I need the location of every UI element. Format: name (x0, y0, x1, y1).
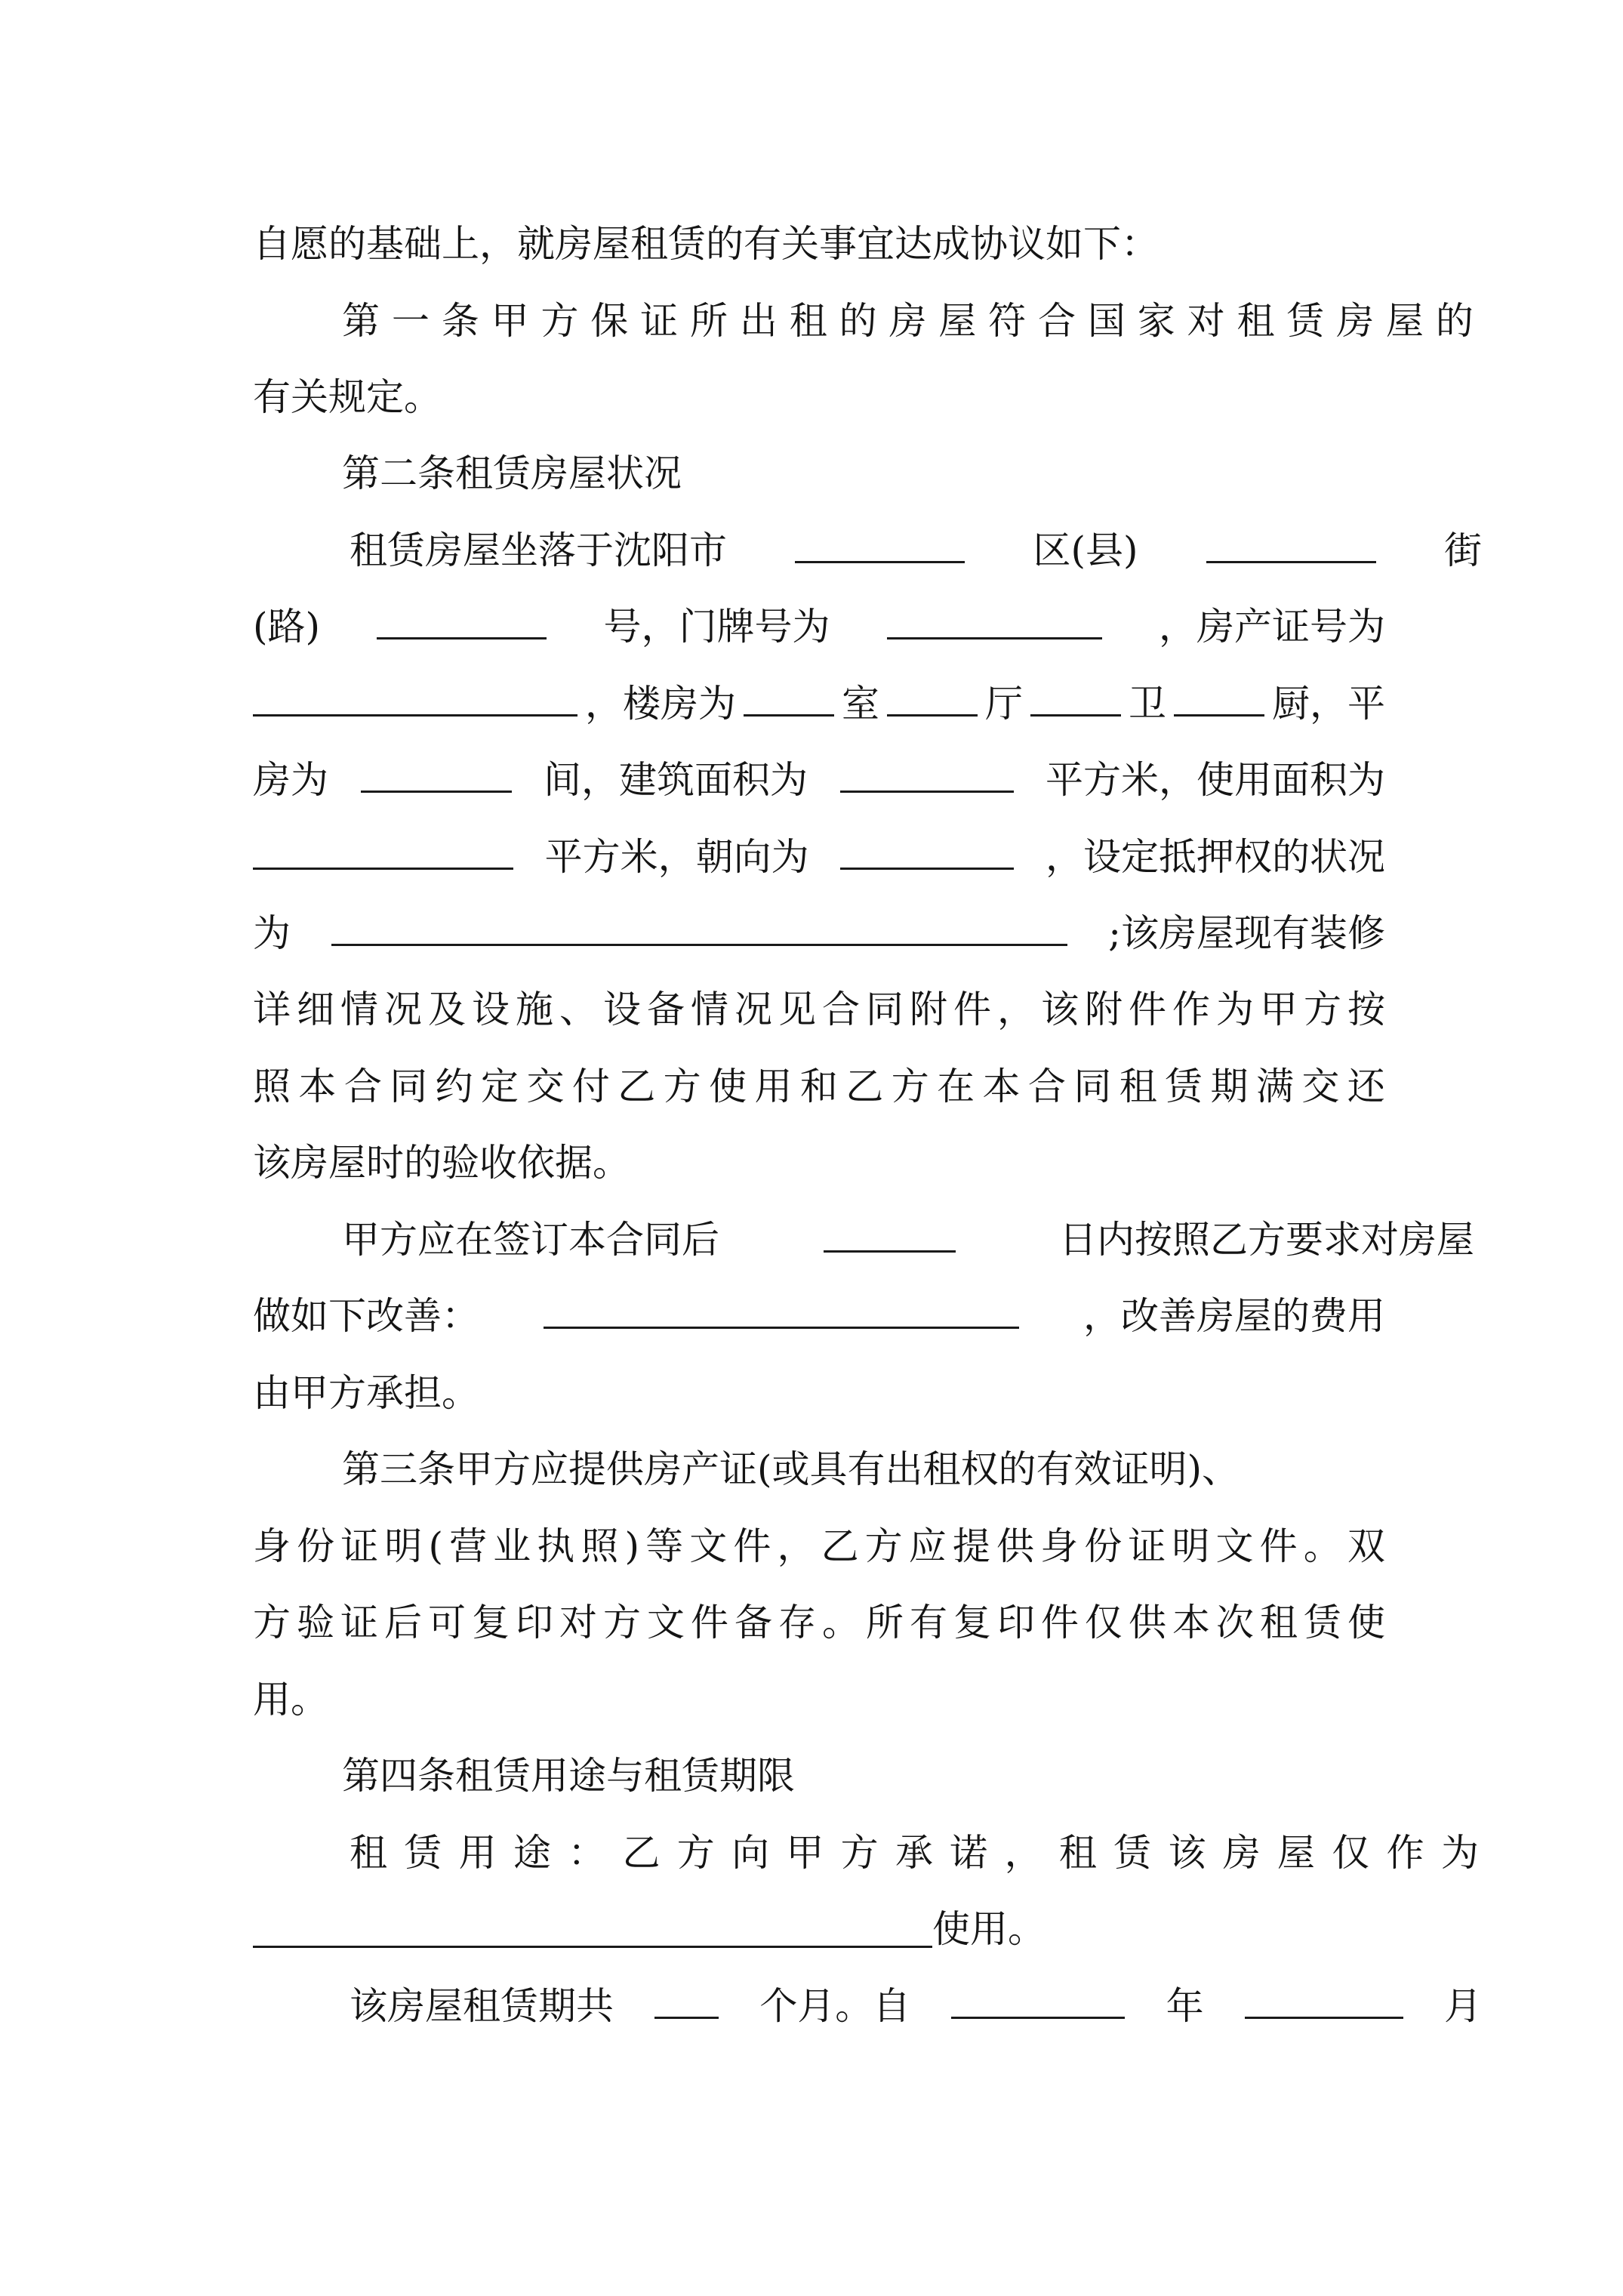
char: 甲 (786, 1831, 827, 1875)
char: 租 (789, 299, 828, 343)
char: 屋 (1277, 1831, 1319, 1875)
char: 赁 (1165, 1065, 1203, 1108)
line-text (253, 1049, 1385, 1124)
bathrooms-blank[interactable] (1030, 670, 1121, 717)
line-text: 做如下改善： (253, 1294, 479, 1338)
char: ， (1004, 1831, 1046, 1875)
char: 次 (1216, 1601, 1254, 1644)
char: 况 (384, 988, 422, 1031)
char: 及 (428, 988, 466, 1031)
char: 方 (603, 1601, 641, 1644)
char: 赁 (1113, 1831, 1155, 1875)
char: 向 (731, 1831, 773, 1875)
char: ， (997, 988, 1035, 1031)
char: ) (624, 1524, 640, 1568)
line-text: 为 (253, 911, 291, 955)
line-text: 日内按照乙方要求对房屋 (1059, 1218, 1474, 1262)
char: 约 (435, 1065, 473, 1108)
char: 本 (298, 1065, 337, 1108)
line-text: ，房产证号为 (1158, 605, 1385, 649)
mortgage-status-blank[interactable] (331, 900, 1067, 946)
line-text: 该房屋时的验收依据。 (253, 1141, 630, 1185)
orientation-blank[interactable] (840, 824, 1014, 870)
text-line (253, 1662, 1385, 1737)
line-text: 号，门牌号为 (603, 605, 830, 649)
char: 双 (1347, 1524, 1385, 1568)
text-line (253, 359, 1385, 435)
char: 仅 (1332, 1831, 1373, 1875)
rooms-blank[interactable] (744, 670, 834, 717)
number-line (253, 589, 1385, 664)
char: 对 (559, 1601, 597, 1644)
char: 执 (537, 1524, 575, 1568)
line-text: 区(县) (1033, 529, 1138, 572)
char: 满 (1255, 1065, 1294, 1108)
address-line (253, 513, 1482, 588)
char: 营 (449, 1524, 488, 1568)
char: 屋 (1386, 299, 1425, 343)
char: 明 (1172, 1524, 1210, 1568)
building-area-blank[interactable] (840, 747, 1014, 793)
line-text: 使用。 (932, 1907, 1046, 1951)
char: 家 (1137, 299, 1176, 343)
area-line (253, 742, 1385, 818)
char: 件 (953, 988, 991, 1031)
start-year-blank[interactable] (951, 1973, 1125, 2019)
text-line (253, 1585, 1385, 1660)
char: 交 (526, 1065, 565, 1108)
certificate-number-blank[interactable] (253, 670, 577, 717)
char: 合 (822, 988, 860, 1031)
line-text: 有关规定。 (253, 375, 442, 419)
char: 备 (647, 988, 685, 1031)
char: 途 (513, 1831, 554, 1875)
line-text: 平方米，使用面积为 (1046, 758, 1385, 802)
char: 付 (571, 1065, 610, 1108)
char: 该 (1041, 988, 1079, 1031)
line-text (350, 1815, 1482, 1891)
char: 房 (888, 299, 928, 343)
char: 。 (822, 1601, 860, 1644)
char: 供 (996, 1524, 1034, 1568)
char: 有 (910, 1601, 947, 1644)
article-2-heading (253, 436, 1474, 511)
char: 用 (754, 1065, 793, 1108)
char: 复 (472, 1601, 510, 1644)
line-text: 室 (842, 682, 879, 726)
char: 方 (540, 299, 580, 343)
text-line (253, 1509, 1385, 1584)
char: 、 (559, 988, 597, 1031)
char: 甲 (491, 299, 530, 343)
char: 赁 (1286, 299, 1326, 343)
line-text (253, 972, 1385, 1047)
char: 情 (691, 988, 728, 1031)
char: 件 (1041, 1601, 1079, 1644)
road-number-blank[interactable] (377, 593, 547, 639)
char: 使 (709, 1065, 747, 1108)
char: 方 (676, 1831, 718, 1875)
line-text: 用。 (253, 1678, 328, 1721)
char: 房 (1222, 1831, 1264, 1875)
char: 份 (297, 1524, 335, 1568)
bungalow-rooms-blank[interactable] (361, 747, 512, 793)
char: 应 (908, 1524, 947, 1568)
char: 为 (1216, 988, 1254, 1031)
char: 备 (735, 1601, 772, 1644)
char: 该 (1168, 1831, 1209, 1875)
char: 方 (253, 1601, 291, 1644)
char: 身 (253, 1524, 291, 1568)
char: 按 (1347, 988, 1385, 1031)
line-text: 卫 (1129, 682, 1166, 726)
line-text: 间，建筑面积为 (544, 758, 808, 802)
char: 存 (778, 1601, 816, 1644)
line-text (253, 1585, 1385, 1660)
char: 照 (581, 1524, 619, 1568)
char: 印 (516, 1601, 553, 1644)
char: 提 (952, 1524, 990, 1568)
char: 屋 (938, 299, 978, 343)
char: 条 (441, 299, 480, 343)
kitchens-blank[interactable] (1174, 670, 1264, 717)
room-layout-line (253, 666, 1385, 741)
char: 可 (428, 1601, 466, 1644)
char: 和 (799, 1065, 838, 1108)
char: 文 (1215, 1524, 1254, 1568)
char: 证 (340, 1601, 378, 1644)
orientation-line (253, 819, 1385, 895)
char: 方 (840, 1831, 882, 1875)
line-text: 个月。自 (759, 1984, 911, 2028)
char: 等 (645, 1524, 684, 1568)
char: 赁 (404, 1831, 445, 1875)
char: 交 (1301, 1065, 1340, 1108)
char: 复 (953, 1601, 991, 1644)
char: 房 (1336, 299, 1375, 343)
article-3-heading (253, 1432, 1474, 1507)
line-text: ;该房屋现有装修 (1108, 911, 1385, 955)
mortgage-line (253, 895, 1385, 971)
char: 作 (1172, 988, 1210, 1031)
char: 细 (297, 988, 334, 1031)
text-line (253, 1355, 1385, 1431)
text-line (253, 1049, 1385, 1124)
lease-term-line (253, 1968, 1482, 2044)
improvement-line (253, 1278, 1385, 1354)
char: 乙 (622, 1831, 664, 1875)
char: 合 (343, 1065, 382, 1108)
char: 文 (647, 1601, 685, 1644)
char: 同 (866, 988, 904, 1031)
line-text: 第四条租赁用途与租赁期限 (342, 1754, 795, 1798)
char: 验 (297, 1601, 334, 1644)
line-text: 平方米，朝向为 (544, 835, 809, 879)
usage-line (253, 1815, 1482, 1891)
char: 情 (340, 988, 378, 1031)
char: 使 (1347, 1601, 1385, 1644)
char: 所 (690, 299, 729, 343)
char: 照 (253, 1065, 291, 1108)
char: 所 (866, 1601, 904, 1644)
article-1-heading (253, 283, 1474, 359)
char: 对 (1187, 299, 1226, 343)
line-text: 厨，平 (1272, 682, 1385, 726)
char: 合 (1038, 299, 1077, 343)
char: 还 (1347, 1065, 1385, 1108)
char: 供 (1129, 1601, 1166, 1644)
line-text: ，楼房为 (585, 682, 736, 726)
char: 同 (390, 1065, 428, 1108)
char: 件 (1129, 988, 1166, 1031)
char: 施 (516, 988, 553, 1031)
district-blank[interactable] (795, 517, 965, 563)
char: 租 (1236, 299, 1276, 343)
char: 方 (864, 1524, 903, 1568)
char: 附 (1085, 988, 1123, 1031)
char: 见 (778, 988, 816, 1031)
char: 后 (384, 1601, 422, 1644)
char: 况 (735, 988, 772, 1031)
char: 国 (1087, 299, 1126, 343)
line-text: 该房屋租赁期共 (350, 1984, 614, 2028)
char: 身 (1040, 1524, 1079, 1568)
usage-blank-line (253, 1891, 1385, 1967)
char: 同 (1073, 1065, 1112, 1108)
char: 租 (1058, 1831, 1100, 1875)
char: 为 (1440, 1831, 1482, 1875)
char: 符 (988, 299, 1027, 343)
improvement-days-blank[interactable] (824, 1207, 956, 1253)
improvement-details-blank[interactable] (544, 1283, 1019, 1329)
line-text: 由甲方承担。 (253, 1371, 479, 1415)
char: 件 (733, 1524, 771, 1568)
char: 印 (997, 1601, 1035, 1644)
text-line (253, 972, 1385, 1047)
char: 保 (590, 299, 630, 343)
char: 的 (839, 299, 878, 343)
line-text: ，设定抵押权的状况 (1045, 835, 1385, 879)
char: 份 (1084, 1524, 1123, 1568)
char: 用 (458, 1831, 500, 1875)
line-text: ，改善房屋的费用 (1083, 1294, 1385, 1338)
char: 详 (253, 988, 291, 1031)
char: 租 (1260, 1601, 1298, 1644)
line-text: 年 (1166, 1984, 1204, 2028)
line-text: 租赁房屋坐落于沈阳市 (350, 529, 727, 572)
char: 仅 (1085, 1601, 1123, 1644)
char: 件 (1259, 1524, 1298, 1568)
char: 本 (1172, 1601, 1210, 1644)
line-text: 房为 (253, 758, 328, 802)
char: 作 (1386, 1831, 1427, 1875)
char: 乙 (821, 1524, 859, 1568)
char: 件 (691, 1601, 728, 1644)
char: 赁 (1304, 1601, 1341, 1644)
char: 。 (1303, 1524, 1341, 1568)
line-text: 自愿的基础上，就房屋租赁的有关事宜达成协议如下： (253, 222, 1159, 266)
text-line (253, 1125, 1385, 1200)
char: 乙 (617, 1065, 656, 1108)
char: 一 (391, 299, 430, 343)
char: 方 (663, 1065, 701, 1108)
char: 租 (350, 1831, 390, 1875)
char: 设 (472, 988, 510, 1031)
char: 在 (937, 1065, 975, 1108)
char: 第 (342, 299, 380, 343)
line-text: (路) (253, 605, 321, 649)
char: 甲 (1260, 988, 1298, 1031)
char: 期 (1210, 1065, 1249, 1108)
text-line (253, 206, 1385, 282)
char: 租 (1119, 1065, 1157, 1108)
line-text (253, 1509, 1385, 1584)
line-text: 第二条租赁房屋状况 (342, 451, 682, 495)
usable-area-blank[interactable] (253, 824, 513, 870)
usage-purpose-blank[interactable] (253, 1902, 932, 1948)
line-text (342, 283, 1474, 359)
char: ， (777, 1524, 815, 1568)
char: 证 (340, 1524, 379, 1568)
char: 本 (982, 1065, 1021, 1108)
line-text: 街 (1443, 529, 1482, 572)
char: 定 (481, 1065, 519, 1108)
start-month-blank[interactable] (1245, 1973, 1403, 2019)
char: 诺 (950, 1831, 991, 1875)
char: 明 (384, 1524, 423, 1568)
char: 承 (895, 1831, 936, 1875)
char: 业 (493, 1524, 531, 1568)
char: 设 (603, 988, 641, 1031)
char: 方 (891, 1065, 929, 1108)
door-number-blank[interactable] (887, 593, 1102, 639)
char: 文 (689, 1524, 728, 1568)
lease-months-blank[interactable] (654, 1973, 719, 2019)
char: 合 (1027, 1065, 1066, 1108)
line-text: 厅 (985, 682, 1023, 726)
char: 证 (640, 299, 679, 343)
line-text: 月 (1443, 1984, 1482, 2028)
char: 出 (739, 299, 778, 343)
char: ： (568, 1831, 609, 1875)
article-4-heading (253, 1738, 1474, 1814)
char: 附 (910, 988, 947, 1031)
improvement-days-line (253, 1202, 1474, 1277)
line-text: 第三条甲方应提供房产证(或具有出租权的有效证明)、 (342, 1447, 1240, 1491)
char: 的 (1435, 299, 1474, 343)
char: 乙 (845, 1065, 884, 1108)
char: 证 (1128, 1524, 1166, 1568)
halls-blank[interactable] (887, 670, 978, 717)
char: ( (428, 1524, 443, 1568)
line-text: 甲方应在签订本合同后 (342, 1218, 719, 1262)
char: 方 (1304, 988, 1341, 1031)
street-blank[interactable] (1206, 517, 1376, 563)
